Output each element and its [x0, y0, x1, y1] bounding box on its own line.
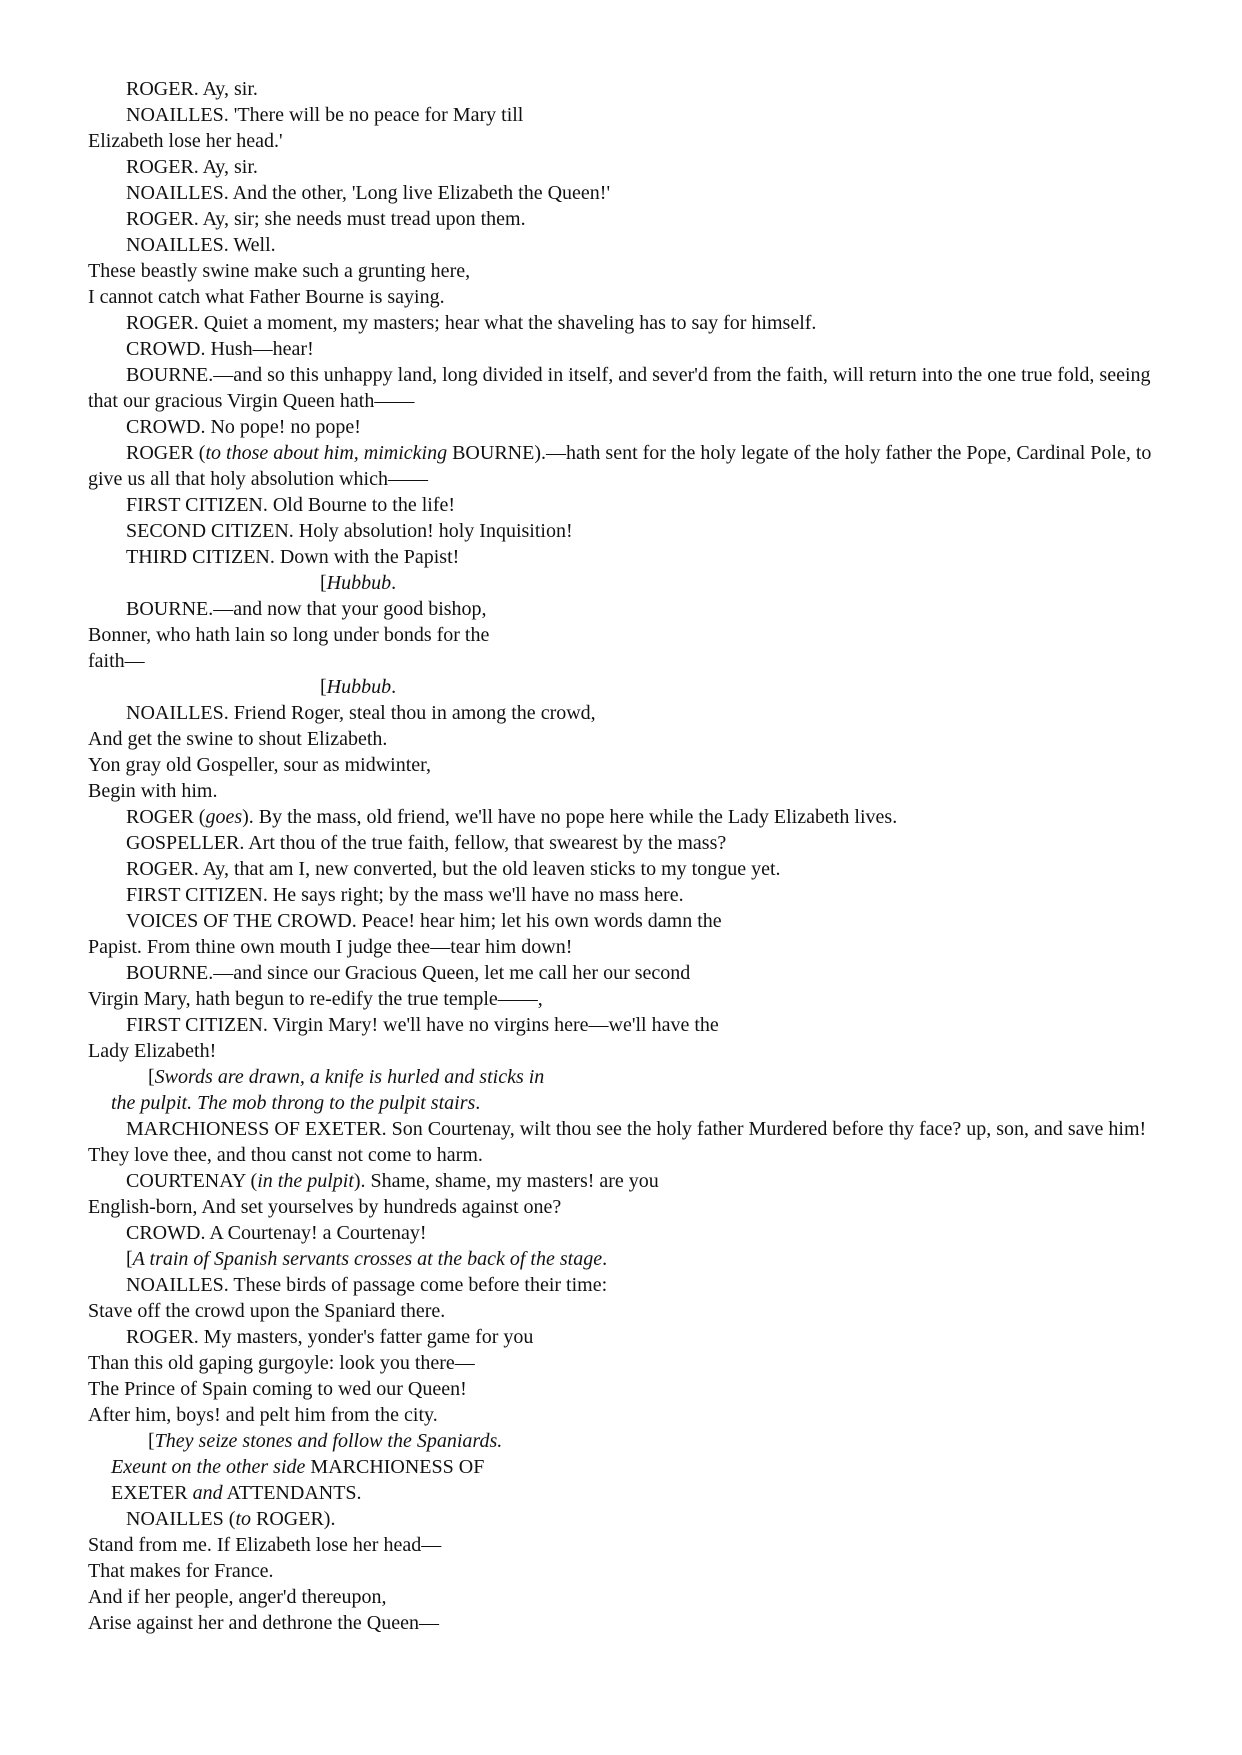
- stage-direction: the pulpit. The mob throng to the pulpit stairs: [111, 1092, 476, 1114]
- speaker-text: ROGER (: [126, 442, 206, 464]
- stage-direction: to those about him, mimicking: [205, 442, 448, 464]
- stage-direction-line: [88, 1246, 1182, 1272]
- stage-direction: Hubbub: [326, 676, 392, 698]
- stage-direction: They seize stones and follow the Spaniards.: [154, 1430, 503, 1452]
- stage-direction: Hubbub: [326, 572, 392, 594]
- text-line: CROWD. No pope! no pope!: [126, 416, 361, 438]
- speech-paragraph: [88, 440, 1182, 492]
- stage-direction: Exeunt on the other side: [111, 1456, 306, 1478]
- text-line: Elizabeth lose her head.': [88, 130, 283, 152]
- text-line: NOAILLES. 'There will be no peace for Mary till: [126, 104, 524, 126]
- speech-paragraph: MARCHIONESS OF EXETER. Son Courtenay, wilt thou see the holy father Murdered before thy face? up, son, and save him! They love thee, and thou canst not come to harm.: [88, 1118, 1147, 1166]
- stage-direction-line: [88, 1428, 1182, 1454]
- stage-direction-line: [88, 1480, 1182, 1506]
- bracket-text: [: [320, 572, 327, 594]
- stage-direction-line: [88, 1064, 1182, 1090]
- text-line: Papist. From thine own mouth I judge thee—tear him down!: [88, 936, 573, 958]
- text-line: The Prince of Spain coming to wed our Queen!: [88, 1378, 467, 1400]
- text-line: FIRST CITIZEN. Old Bourne to the life!: [126, 494, 456, 516]
- bracket-text: [: [126, 1248, 133, 1270]
- text-line: THIRD CITIZEN. Down with the Papist!: [126, 546, 460, 568]
- speech-paragraph: BOURNE.—and so this unhappy land, long divided in itself, and sever'd from the faith, will return into the one true fold, seeing that our gracious Virgin Queen hath——: [88, 364, 1151, 412]
- text-line: Yon gray old Gospeller, sour as midwinter,: [88, 754, 431, 776]
- text-line: And if her people, anger'd thereupon,: [88, 1586, 387, 1608]
- text-line: ROGER. Ay, sir; she needs must tread upon them.: [126, 208, 526, 230]
- stage-direction: Swords are drawn, a knife is hurled and sticks in: [154, 1066, 545, 1088]
- period-text: .: [391, 572, 397, 594]
- text-line: ROGER. Quiet a moment, my masters; hear what the shaveling has to say for himself.: [126, 312, 817, 334]
- stage-direction-line: [88, 1454, 1182, 1480]
- text-line: GOSPELLER. Art thou of the true faith, fellow, that swearest by the mass?: [126, 832, 727, 854]
- text-line: I cannot catch what Father Bourne is saying.: [88, 286, 445, 308]
- text-line: NOAILLES. These birds of passage come before their time:: [126, 1274, 608, 1296]
- text-line: VOICES OF THE CROWD. Peace! hear him; let his own words damn the: [126, 910, 722, 932]
- text-line: ROGER. Ay, that am I, new converted, but the old leaven sticks to my tongue yet.: [126, 858, 781, 880]
- text-line: Arise against her and dethrone the Queen—: [88, 1612, 439, 1634]
- bracket-text: [: [320, 676, 327, 698]
- text-line: ROGER. Ay, sir.: [126, 156, 258, 178]
- speech-text: BOURNE).—hath sent for the holy legate of the holy father the Pope, Cardinal Pole, to give us all that holy absolution which——: [88, 442, 1152, 490]
- stage-direction: to: [235, 1508, 251, 1530]
- text-line: NOAILLES. Well.: [126, 234, 276, 256]
- text-line: And get the swine to shout Elizabeth.: [88, 728, 388, 750]
- text-line: [88, 804, 1182, 830]
- period-text: .: [391, 676, 397, 698]
- text-line: After him, boys! and pelt him from the city.: [88, 1404, 438, 1426]
- speech-text: ROGER).: [251, 1508, 336, 1530]
- speech-text: ). Shame, shame, my masters! are you: [353, 1170, 659, 1192]
- stage-direction-line: [88, 674, 1182, 700]
- speech-text: ). By the mass, old friend, we'll have no pope here while the Lady Elizabeth lives.: [242, 806, 898, 828]
- text-line: FIRST CITIZEN. He says right; by the mass we'll have no mass here.: [126, 884, 684, 906]
- text-line: That makes for France.: [88, 1560, 274, 1582]
- text-line: [88, 1506, 1182, 1532]
- stage-direction: in the pulpit: [257, 1170, 354, 1192]
- stage-direction-text: EXETER: [111, 1482, 193, 1504]
- text-line: SECOND CITIZEN. Holy absolution! holy Inquisition!: [126, 520, 573, 542]
- stage-direction: goes: [205, 806, 243, 828]
- text-line: FIRST CITIZEN. Virgin Mary! we'll have no virgins here—we'll have the: [126, 1014, 719, 1036]
- text-line: [88, 1168, 1182, 1194]
- text-line: Stand from me. If Elizabeth lose her head—: [88, 1534, 442, 1556]
- text-line: NOAILLES. Friend Roger, steal thou in among the crowd,: [126, 702, 596, 724]
- text-line: faith—: [88, 650, 145, 672]
- text-line: Lady Elizabeth!: [88, 1040, 217, 1062]
- bracket-text: [: [148, 1430, 155, 1452]
- text-line: CROWD. Hush—hear!: [126, 338, 314, 360]
- stage-direction-text: MARCHIONESS OF: [305, 1456, 485, 1478]
- text-line: Begin with him.: [88, 780, 218, 802]
- text-line: English-born, And set yourselves by hundreds against one?: [88, 1196, 562, 1218]
- bracket-text: [: [148, 1066, 155, 1088]
- text-line: ROGER. Ay, sir.: [126, 78, 258, 100]
- text-line: NOAILLES. And the other, 'Long live Elizabeth the Queen!': [126, 182, 611, 204]
- text-line: Virgin Mary, hath begun to re-edify the true temple——,: [88, 988, 543, 1010]
- stage-direction-line: [88, 1090, 1182, 1116]
- stage-direction-line: [88, 570, 1182, 596]
- period-text: .: [475, 1092, 481, 1114]
- speaker-text: COURTENAY (: [126, 1170, 258, 1192]
- speaker-text: ROGER (: [126, 806, 206, 828]
- text-line: Than this old gaping gurgoyle: look you there—: [88, 1352, 475, 1374]
- text-line: ROGER. My masters, yonder's fatter game for you: [126, 1326, 534, 1348]
- text-line: CROWD. A Courtenay! a Courtenay!: [126, 1222, 427, 1244]
- text-line: These beastly swine make such a grunting here,: [88, 260, 471, 282]
- speaker-text: NOAILLES (: [126, 1508, 236, 1530]
- text-line: Stave off the crowd upon the Spaniard there.: [88, 1300, 446, 1322]
- text-line: BOURNE.—and since our Gracious Queen, let me call her our second: [126, 962, 691, 984]
- stage-direction: and: [192, 1482, 223, 1504]
- stage-direction-text: ATTENDANTS.: [222, 1482, 362, 1504]
- text-line: Bonner, who hath lain so long under bonds for the: [88, 624, 490, 646]
- text-line: BOURNE.—and now that your good bishop,: [126, 598, 487, 620]
- period-text: .: [602, 1248, 608, 1270]
- stage-direction: A train of Spanish servants crosses at the back of the stage: [132, 1248, 603, 1270]
